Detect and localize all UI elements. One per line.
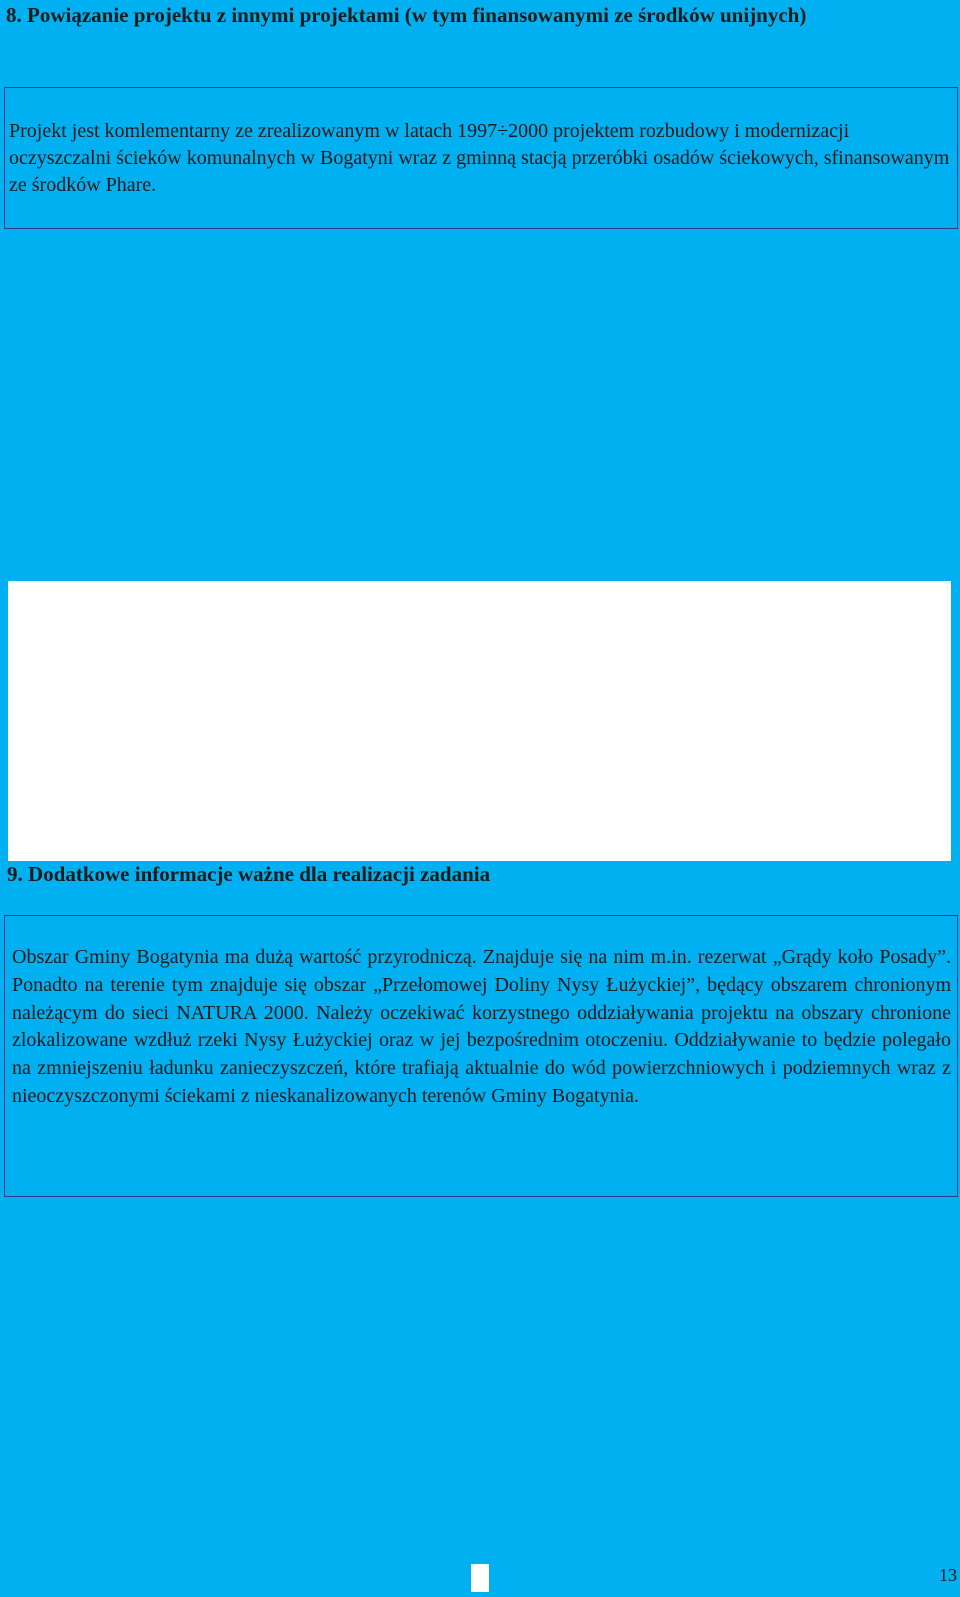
section-9-text-box: [4, 915, 958, 1197]
footer-marker: [471, 1564, 489, 1592]
section-9-heading: 9. Dodatkowe informacje ważne dla realizacji zadania: [7, 862, 491, 886]
page-number: 13: [939, 1565, 957, 1585]
section-9-paragraph: Obszar Gminy Bogatynia ma dużą wartość przyrodniczą. Znajduje się na nim m.in. rezerwat „Grądy koło Posady”. Ponadto na terenie tym znajduje się obszar „Przełomowej Doliny Nysy Łużyckiej”, będący obszarem chronionym należącym do sieci NATURA 2000. Należy oczekiwać korzystnego oddziaływania projektu na obszary chronione zlokalizowane wzdłuż rzeki Nysy Łużyckiej oraz w jej bezpośrednim otoczeniu. Oddziaływanie to będzie polegało na zmniejszeniu ładunku zanieczyszczeń, które trafiają aktualnie do wód powierzchniowych i podziemnych wraz z nieoczyszczonymi ściekami z nieskanalizowanych terenów Gminy Bogatynia.: [12, 946, 951, 1107]
section-8-text-box: [4, 87, 958, 229]
section-8-heading: 8. Powiązanie projektu z innymi projektami (w tym finansowanymi ze środków unijnych): [6, 3, 807, 27]
blank-image-area: [8, 581, 951, 861]
section-8-paragraph: Projekt jest komlementarny ze zrealizowanym w latach 1997÷2000 projektem rozbudowy i modernizacji oczyszczalni ścieków komunalnych w Bogatyni wraz z gminną stacją przeróbki osadów ściekowych, sfinansowanym ze środków Phare.: [9, 120, 950, 196]
